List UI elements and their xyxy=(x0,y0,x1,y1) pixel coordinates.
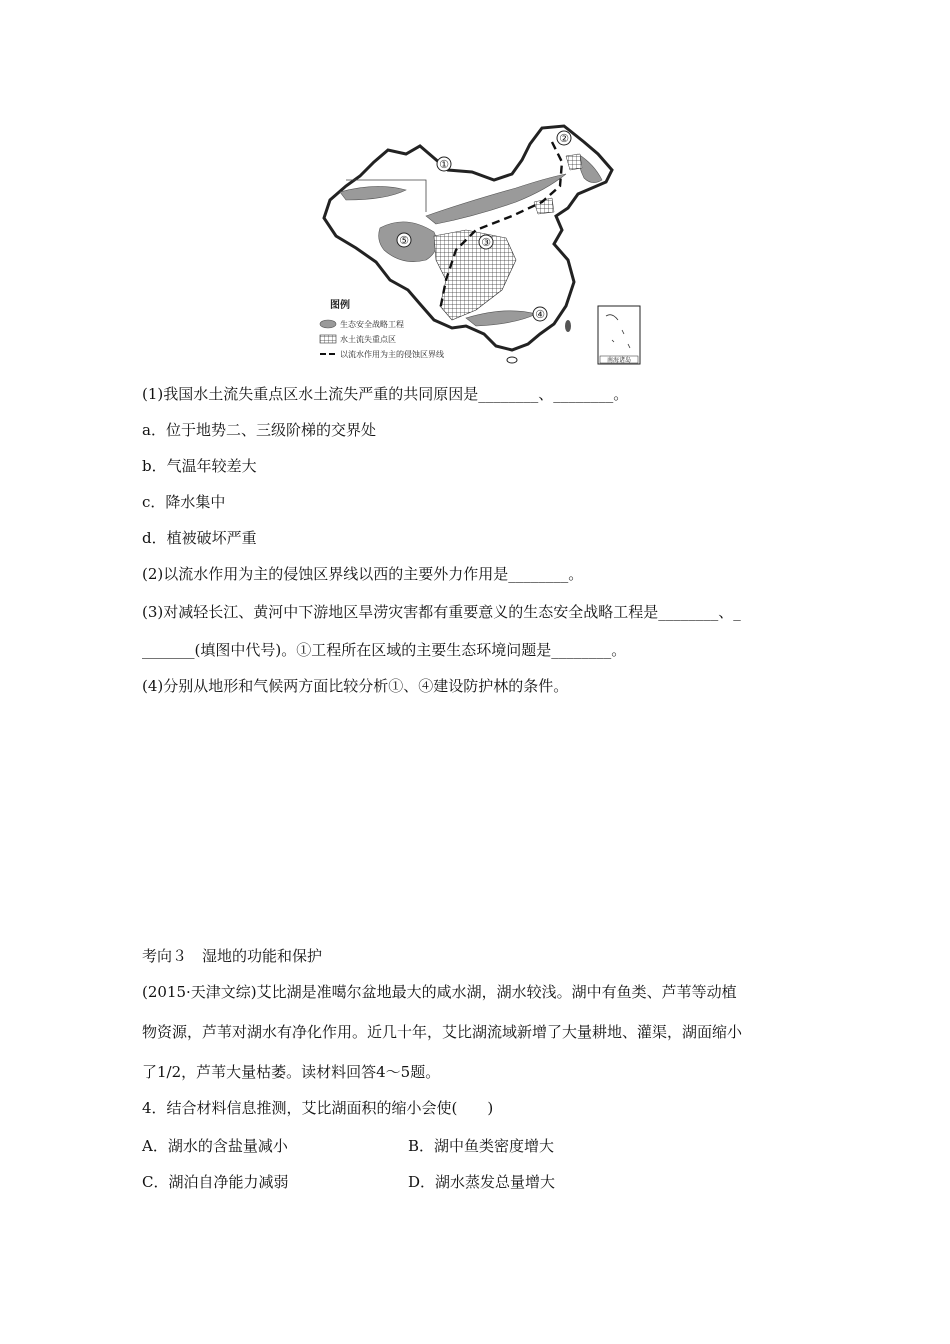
section-heading: 考向３ 湿地的功能和保护 xyxy=(142,947,323,965)
legend-swatch-erosion xyxy=(320,335,336,343)
hainan-island xyxy=(507,357,517,363)
marker-1 xyxy=(437,157,451,171)
taiwan-island xyxy=(565,320,571,332)
svg-text:③: ③ xyxy=(481,236,491,249)
q1-option-a: a．位于地势二、三级阶梯的交界处 xyxy=(142,421,376,439)
option-d: D．湖水蒸发总量增大 xyxy=(408,1173,556,1191)
q1-option-b: b．气温年较差大 xyxy=(142,457,257,475)
svg-text:水土流失重点区: 水土流失重点区 xyxy=(340,335,396,344)
svg-text:②: ② xyxy=(559,132,569,145)
svg-text:⑤: ⑤ xyxy=(399,234,409,247)
options-row-cd xyxy=(142,1172,702,1192)
svg-text:④: ④ xyxy=(535,308,545,321)
question-1: (1)我国水土流失重点区水土流失严重的共同原因是________、________。 xyxy=(142,385,629,403)
legend-swatch-eco xyxy=(320,320,336,328)
question-4-stem: 4．结合材料信息推测，艾比湖面积的缩小会使( ) xyxy=(142,1099,494,1117)
option-c: C．湖泊自净能力减弱 xyxy=(142,1173,289,1191)
material-line-3: 了1/2，芦苇大量枯萎。读材料回答4～5题。 xyxy=(142,1063,441,1081)
marker-2 xyxy=(557,131,571,145)
options-row-ab xyxy=(142,1136,702,1156)
question-4: (4)分别从地形和气候两方面比较分析①、④建设防护林的条件。 xyxy=(142,677,569,695)
marker-5 xyxy=(397,233,411,247)
china-map-figure xyxy=(316,120,646,370)
material-line-1: (2015·天津文综)艾比湖是准噶尔盆地最大的咸水湖，湖水较浅。湖中有鱼类、芦苇等动植 xyxy=(142,983,737,1001)
marker-4 xyxy=(533,307,547,321)
svg-text:①: ① xyxy=(439,158,449,171)
china-map-svg xyxy=(316,120,646,370)
marker-3 xyxy=(479,235,493,249)
south-china-sea-inset xyxy=(598,306,640,364)
svg-text:以流水作用为主的侵蚀区界线: 以流水作用为主的侵蚀区界线 xyxy=(340,350,444,359)
q1-option-c: c．降水集中 xyxy=(142,493,226,511)
svg-text:生态安全战略工程: 生态安全战略工程 xyxy=(340,320,404,329)
option-a: A．湖水的含盐量减小 xyxy=(142,1137,288,1155)
question-3-line-2: _______(填图中代号)。①工程所在区域的主要生态环境问题是________。 xyxy=(142,641,627,659)
material-line-2: 物资源，芦苇对湖水有净化作用。近几十年，艾比湖流域新增了大量耕地、灌渠，湖面缩小 xyxy=(142,1023,743,1041)
question-3-line-1: (3)对减轻长江、黄河中下游地区旱涝灾害都有重要意义的生态安全战略工程是________、_ xyxy=(142,603,741,621)
svg-text:图例: 图例 xyxy=(330,300,350,311)
q1-option-d: d．植被破坏严重 xyxy=(142,529,257,547)
question-2: (2)以流水作用为主的侵蚀区界线以西的主要外力作用是________。 xyxy=(142,565,584,583)
svg-text:南海诸岛: 南海诸岛 xyxy=(606,357,632,364)
option-b: B．湖中鱼类密度增大 xyxy=(408,1137,555,1155)
